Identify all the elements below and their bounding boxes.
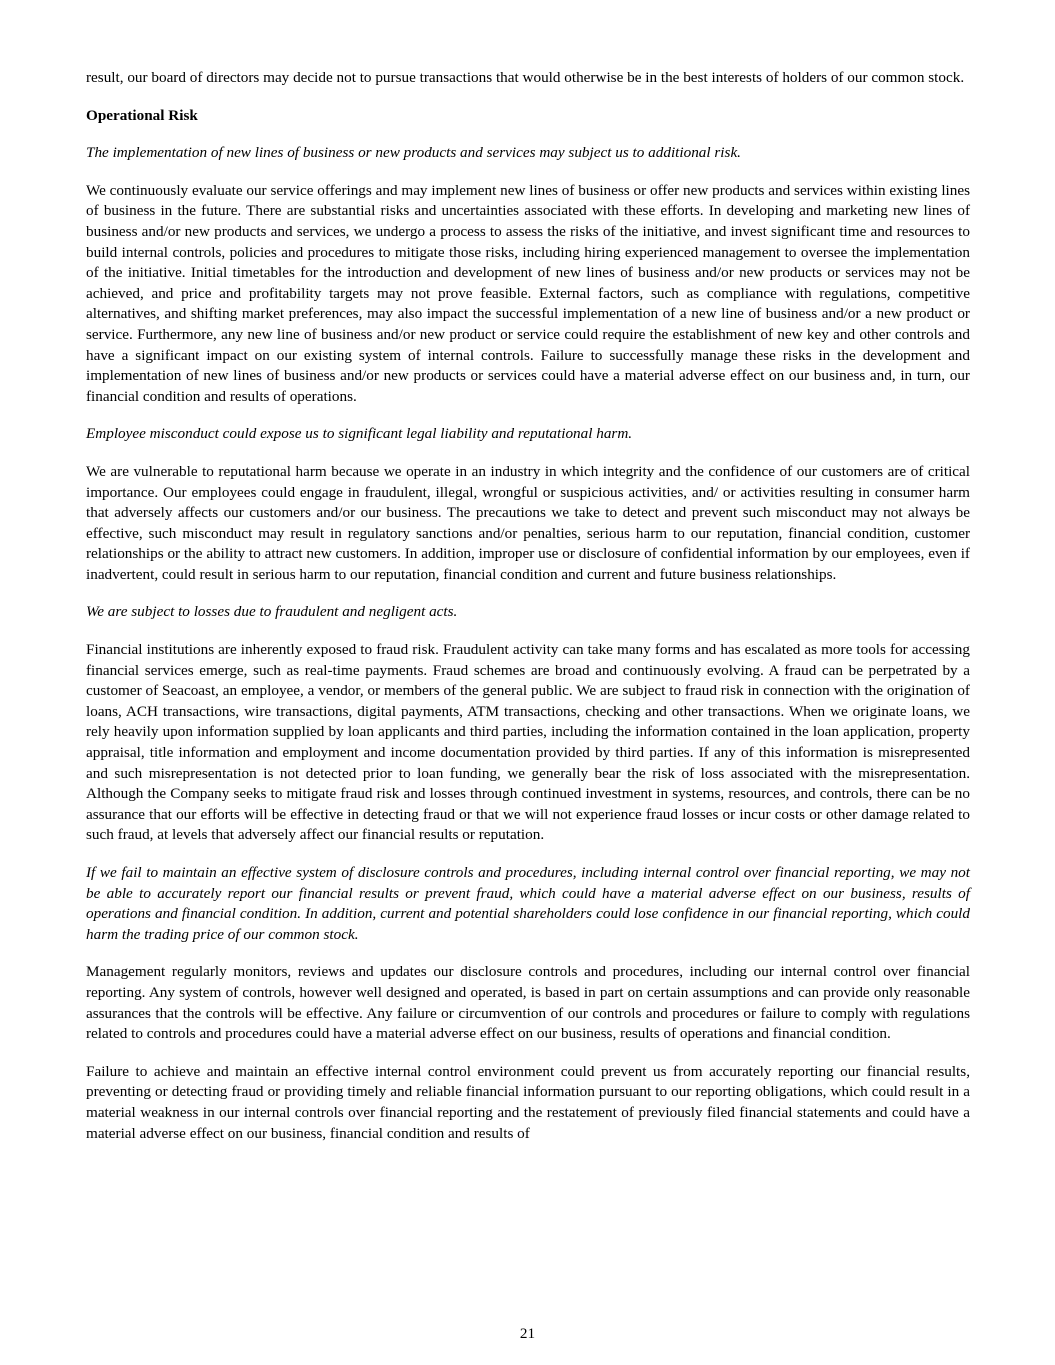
risk-fraud-body: Financial institutions are inherently exposed to fraud risk. Fraudulent activity can take many forms and has escalated as more tools for accessing financial services emerge, such as real-time payments. Fraud schemes are broad and continuously evolving. A fraud can be perpetrated by a customer of Seacoast, an employee, a vendor, or members of the general public. We are subject to fraud risk in connection with the origination of loans, ACH transactions, wire transactions, digital payments, ATM transactions, checking and other transactions. When we originate loans, we rely heavily upon information supplied by loan applicants and third parties, including the information contained in the loan application, property appraisal, title information and employment and income documentation provided by third parties. If any of this information is misrepresented and such misrepresentation is not detected prior to loan funding, we generally bear the risk of loss associated with the misrepresentation. Although the Company seeks to mitigate fraud risk and losses through continued investment in systems, resources, and controls, there can be no assurance that our efforts will be effective in detecting fraud or that we will not experience fraud losses or incur costs or other damage related to such fraud, at levels that adversely affect our financial results or reputation. <box>86 641 970 844</box>
risk-disclosure-controls-body-1: Management regularly monitors, reviews and updates our disclosure controls and procedures, including our internal control over financial reporting. Any system of controls, however well designed and operated, is based in part on certain assumptions and can provide only reasonable assurances that the controls will be effective. Any failure or circumvention of our controls and procedures or failure to comply with regulations related to controls and procedures could have a material adverse effect on our business, results of operations and financial condition. <box>86 963 970 1043</box>
risk-new-business-body: We continuously evaluate our service offerings and may implement new lines of business or offer new products and services within existing lines of business in the future. There are substantial risks and uncertainties associated with these efforts. In developing and marketing new lines of business and/or new products and services, we undergo a process to assess the risks of the initiative, and invest significant time and resources to build internal controls, policies and procedures to mitigate those risks, including hiring experienced management to oversee the implementation of the initiative. Initial timetables for the introduction and development of new lines of business and/or new products or services may not be achieved, and price and profitability targets may not prove feasible. External factors, such as compliance with regulations, competitive alternatives, and shifting market preferences, may also impact the successful implementation of a new line of business and/or a new product or service. Furthermore, any new line of business and/or new product or service could require the establishment of new key and other controls and have a significant impact on our existing system of internal controls. Failure to successfully manage these risks in the development and implementation of new lines of business and/or new products or services could have a material adverse effect on our business and, in turn, our financial condition and results of operations. <box>86 181 970 405</box>
risk-employee-misconduct-body: We are vulnerable to reputational harm because we operate in an industry in which integrity and the confidence of our customers are of critical importance. Our employees could engage in fraudulent, illegal, wrongful or suspicious activities, and/ or activities resulting in consumer harm that adversely affects our customers and/or our business. The precautions we take to detect and prevent such misconduct may not always be effective, such misconduct may result in regulatory sanctions and/or penalties, serious harm to our reputation, financial condition, customer relationships or the ability to attract new customers. In addition, improper use or disclosure of confidential information by our employees, even if inadvertent, could result in serious harm to our reputation, financial condition and current and future business relationships. <box>86 462 970 583</box>
section-heading: Operational Risk <box>86 106 198 124</box>
risk-employee-misconduct-title: Employee misconduct could expose us to significant legal liability and reputational harm. <box>86 425 633 443</box>
document-page <box>86 68 970 1144</box>
risk-fraud-title: We are subject to losses due to fraudulent and negligent acts. <box>86 603 458 621</box>
risk-new-business-title: The implementation of new lines of business or new products and services may subject us to additional risk. <box>86 144 741 162</box>
risk-disclosure-controls-title: If we fail to maintain an effective system of disclosure controls and procedures, including internal control over financial reporting, we may not be able to accurately report our financial results or prevent fraud, which could have a material adverse effect on our business, results of operations and financial condition. In addition, current and potential shareholders could lose confidence in our financial reporting, which could harm the trading price of our common stock. <box>86 864 970 943</box>
risk-disclosure-controls-body-2: Failure to achieve and maintain an effective internal control environment could prevent us from accurately reporting our financial results, preventing or detecting fraud or providing timely and reliable financial information pursuant to our reporting obligations, which could result in a material weakness in our internal controls over financial reporting and the restatement of previously filed financial statements and could have a material adverse effect on our business, financial condition and results of <box>86 1062 970 1142</box>
page-number: 21 <box>519 1325 536 1342</box>
intro-paragraph: result, our board of directors may decide not to pursue transactions that would otherwise be in the best interests of holders of our common stock. <box>86 69 965 86</box>
